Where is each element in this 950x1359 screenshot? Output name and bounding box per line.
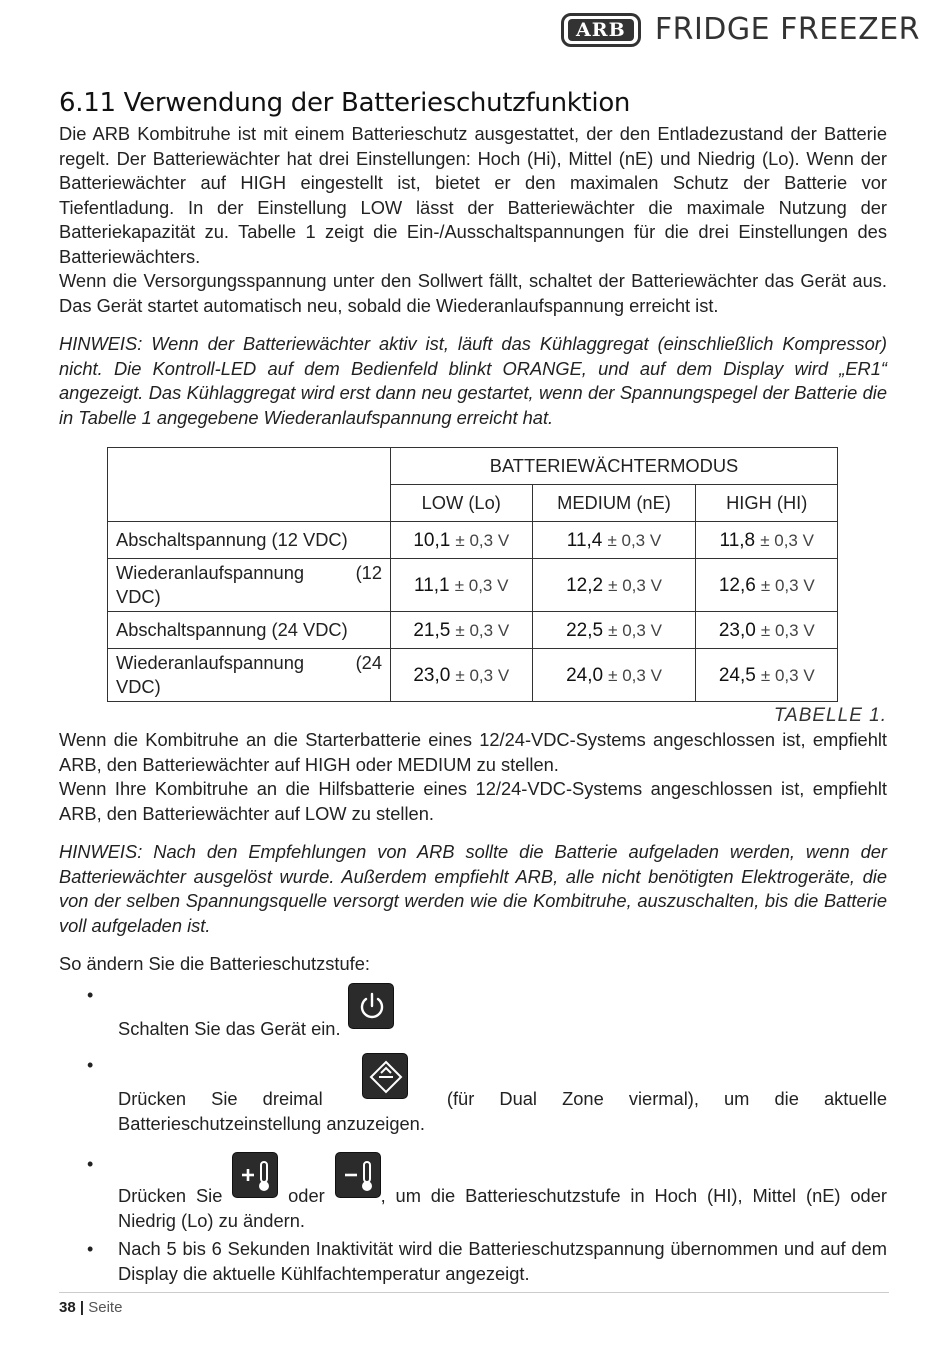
row-label: Wiederanlaufspannung (12 VDC) <box>108 559 391 612</box>
shutdown-paragraph: Wenn die Versorgungsspannung unter den Sollwert fällt, schaltet der Batteriewächter das Gerät aus. Das Gerät startet automatisch neu, sobald die Wiederanlaufspannung erreicht ist. <box>59 270 887 316</box>
step-text: Drücken Sie dreimal <box>118 1088 323 1109</box>
table-group-header: BATTERIEWÄCHTERMODUS <box>391 448 838 485</box>
column-header-high: HIGH (HI) <box>696 485 838 522</box>
value-cell: 23,0 ± 0,3 V <box>696 612 838 649</box>
note-active-protection: HINWEIS: Wenn der Batteriewächter aktiv ist, läuft das Kühlaggregat (einschließlich Kompressor) nicht. Die Kontroll-LED auf dem Bedienfeld blinkt ORANGE, und auf dem Display wird „ER1“ angezeigt. Das Kühlaggregat wird erst dann neu gestartet, wenn der Spannungspegel der Batterie die in Tabelle 1 angegebene Wiederanlaufspannung erreicht hat. <box>59 333 887 428</box>
temp-up-button-icon <box>232 1152 278 1198</box>
page-label: Seite <box>88 1299 123 1316</box>
page-footer <box>59 1292 889 1316</box>
row-label: Abschaltspannung (12 VDC) <box>108 522 391 559</box>
step-text: Schalten Sie das Gerät ein. <box>118 1017 341 1039</box>
starter-battery-paragraph: Wenn die Kombitruhe an die Starterbatterie eines 12/24-VDC-Systems angeschlossen ist, empfiehlt ARB, den Batteriewächter auf HIGH oder MEDIUM zu stellen. <box>59 729 887 775</box>
list-item <box>59 1237 887 1286</box>
table-row <box>108 559 838 612</box>
value-cell: 12,2 ± 0,3 V <box>532 559 696 612</box>
step-text: (für Dual Zone viermal), um die aktuelle Batterieschutzeinstellung anzuzeigen. <box>118 1088 888 1134</box>
set-button-icon <box>362 1053 408 1099</box>
value-cell: 23,0 ± 0,3 V <box>391 649 533 702</box>
footer-separator: | <box>79 1299 85 1316</box>
brand-title: FRIDGE FREEZER <box>654 12 920 47</box>
value-cell: 22,5 ± 0,3 V <box>532 612 696 649</box>
step-text: Drücken Sie <box>118 1185 223 1206</box>
value-cell: 24,5 ± 0,3 V <box>696 649 838 702</box>
row-label: Wiederanlaufspannung (24 VDC) <box>108 649 391 702</box>
step-text: oder <box>288 1185 325 1206</box>
temp-down-button-icon <box>335 1152 381 1198</box>
section-title: 6.11 Verwendung der Batterieschutzfunktion <box>59 88 631 118</box>
howto-heading: So ändern Sie die Batterieschutzstufe: <box>59 953 370 974</box>
row-label: Abschaltspannung (24 VDC) <box>108 612 391 649</box>
intro-paragraph: Die ARB Kombitruhe ist mit einem Batterieschutz ausgestattet, der den Entladezustand der Batterie regelt. Der Batteriewächter hat drei Einstellungen: Hoch (Hi), Mittel (nE) und Niedrig (Lo). Wenn der Batteriewächter auf HIGH eingestellt ist, bietet er den maximalen Schutz der Batterie vor Tiefentladung. In der Einstellung LOW lässt der Batteriewächter die maximale Nutzung der Batteriekapazität zu. Tabelle 1 zeigt die Ein-/Ausschaltspannungen für die drei Einstellungen des Batteriewächters. <box>59 123 887 267</box>
voltage-table <box>107 447 838 702</box>
list-item <box>59 1152 887 1233</box>
value-cell: 11,1 ± 0,3 V <box>391 559 533 612</box>
step-text: , um die Batterieschutzstufe in Hoch (HI), Mittel (nE) oder Niedrig (Lo) zu ändern. <box>118 1185 887 1231</box>
page-header <box>561 12 920 47</box>
value-cell: 21,5 ± 0,3 V <box>391 612 533 649</box>
value-cell: 11,4 ± 0,3 V <box>532 522 696 559</box>
power-button-icon <box>348 983 394 1029</box>
note-recharge: HINWEIS: Nach den Empfehlungen von ARB sollte die Batterie aufgeladen werden, wenn der Batteriewächter ausgelöst wurde. Außerdem empfiehlt ARB, alle nicht benötigten Elektrogeräte, die von der selben Spannungsquelle versorgt werden wie die Kombitruhe, auszuschalten, bis die Batterie voll aufgeladen ist. <box>59 841 887 936</box>
value-cell: 11,8 ± 0,3 V <box>696 522 838 559</box>
value-cell: 24,0 ± 0,3 V <box>532 649 696 702</box>
column-header-medium: MEDIUM (nE) <box>532 485 696 522</box>
step-text: Nach 5 bis 6 Sekunden Inaktivität wird die Batterieschutzspannung übernommen und auf dem Display die aktuelle Kühlfachtemperatur angezeigt. <box>118 1238 887 1284</box>
value-cell: 10,1 ± 0,3 V <box>391 522 533 559</box>
table-row <box>108 649 838 702</box>
arb-logo-text: ARB <box>568 19 634 41</box>
main-content <box>59 88 887 1286</box>
aux-battery-paragraph: Wenn Ihre Kombitruhe an die Hilfsbatterie eines 12/24-VDC-Systems angeschlossen ist, empfiehlt ARB, den Batteriewächter auf LOW zu stellen. <box>59 778 887 824</box>
table-row <box>108 612 838 649</box>
column-header-low: LOW (Lo) <box>391 485 533 522</box>
steps-list <box>59 983 887 1287</box>
table-caption: TABELLE 1. <box>773 705 887 726</box>
value-cell: 12,6 ± 0,3 V <box>696 559 838 612</box>
table-row <box>108 522 838 559</box>
table-corner-cell <box>108 448 391 522</box>
list-item <box>59 1053 887 1136</box>
page-number: 38 <box>59 1299 76 1316</box>
list-item <box>59 983 887 1042</box>
arb-logo <box>561 13 641 47</box>
